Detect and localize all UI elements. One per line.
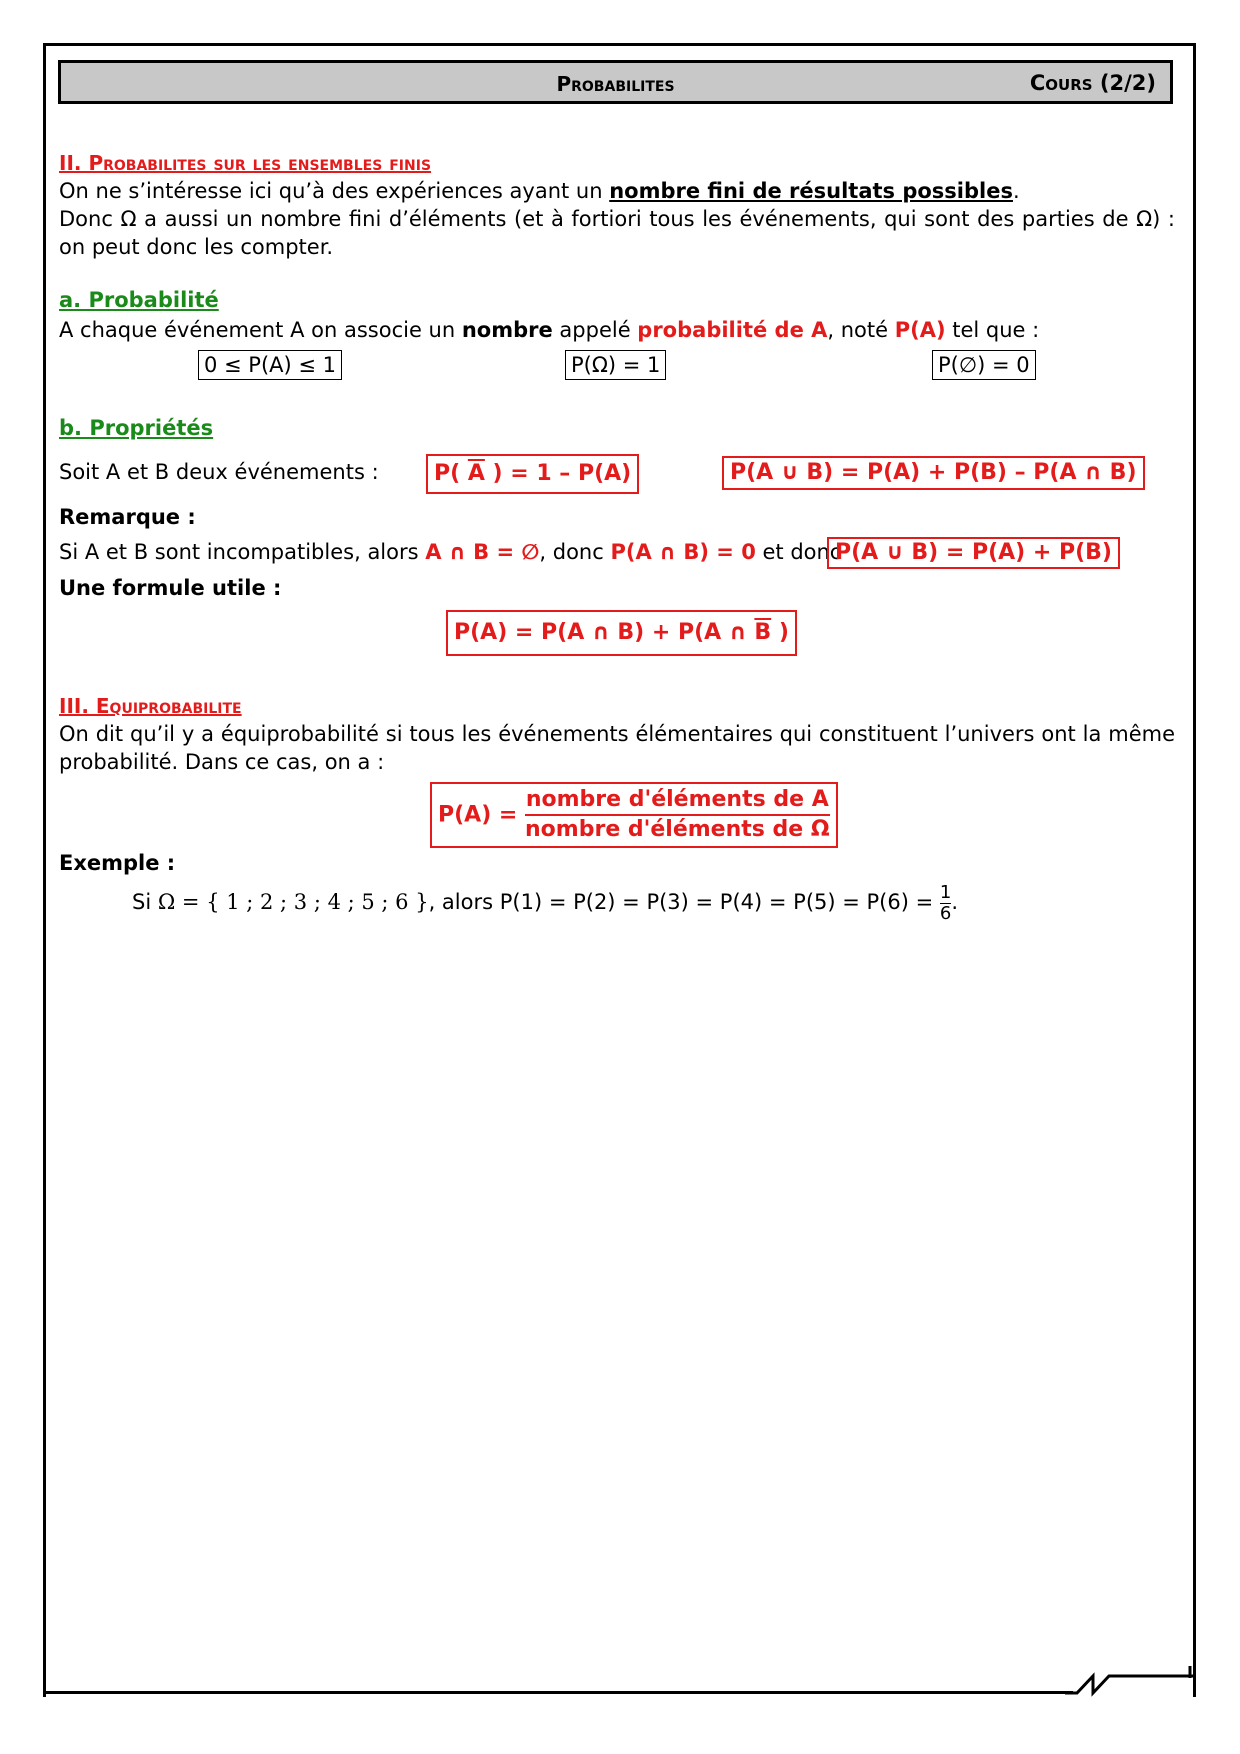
emphasis-text: nombre fini de résultats possibles (609, 179, 1013, 203)
remarque-text (59, 540, 841, 564)
text: appelé (552, 318, 638, 342)
text: ) (771, 620, 789, 645)
formula-complement (426, 454, 639, 494)
page-header (58, 60, 1173, 104)
formula-incompatible: P(A ∪ B) = P(A) + P(B) (827, 537, 1120, 569)
emphasis-text: nombre (461, 318, 553, 342)
formula-total-probability (446, 610, 797, 656)
text: P( (434, 461, 468, 486)
text: et donc (755, 540, 842, 564)
section3-title: III. Equiprobabilite (59, 694, 242, 718)
fraction-numerator: nombre d'éléments de A (525, 786, 830, 816)
set-expression: Ω = { 1 ; 2 ; 3 ; 4 ; 5 ; 6 } (157, 890, 429, 914)
overlined-text: $\overline{A}$ (467, 461, 485, 486)
formula-lhs: P(A) = (438, 802, 526, 828)
page-corner-mark (1065, 1666, 1195, 1702)
fraction-denominator: nombre d'éléments de Ω (525, 817, 830, 842)
header-title: Probabilites (556, 72, 675, 96)
overlined-text: $\overline{B}$ (754, 620, 772, 645)
text: On ne s’intéresse ici qu’à des expériences ayant un (59, 179, 610, 203)
sub-b-intro: Soit A et B deux événements : (59, 460, 379, 484)
exemple-title: Exemple : (59, 851, 176, 875)
text: A chaque événement A on associe un (59, 318, 462, 342)
text: tel que : (945, 318, 1040, 342)
sub-a-title: a. Probabilité (59, 288, 219, 312)
text: P(A) = P(A ∩ B) + P(A ∩ (454, 620, 755, 645)
formula-box-2: P(Ω) = 1 (565, 350, 666, 380)
section2-paragraph-2: Donc Ω a aussi un nombre fini d’éléments (et à fortiori tous les événements, qui sont des parties de Ω) : on peut donc les compter. (59, 207, 1175, 259)
fraction (940, 883, 951, 924)
text: Si (132, 890, 158, 914)
sub-a-paragraph (59, 316, 1175, 344)
section2-paragraph-1 (59, 177, 1175, 205)
text: . (1012, 179, 1020, 203)
red-text: P(A ∩ B) = 0 (610, 540, 756, 564)
section3-paragraph: On dit qu’il y a équiprobabilité si tous les événements élémentaires qui constituent l’univers ont la même probabilité. Dans ce cas, on a : (59, 722, 1175, 774)
fraction (525, 786, 830, 844)
formule-utile-title: Une formule utile : (59, 576, 282, 600)
formula-union: P(A ∪ B) = P(A) + P(B) – P(A ∩ B) (722, 456, 1145, 490)
text: , donc (539, 540, 611, 564)
remarque-title: Remarque : (59, 505, 196, 529)
text: . (951, 890, 959, 914)
text: Si A et B sont incompatibles, alors (59, 540, 426, 564)
red-text: P(A) (894, 318, 946, 342)
text: , noté (827, 318, 895, 342)
fraction-numerator: 1 (939, 881, 952, 903)
page-frame-bottom (43, 1691, 1073, 1694)
section2-title: II. Probabilites sur les ensembles finis (59, 151, 432, 175)
formula-equiprobability (430, 782, 838, 848)
sub-b-title: b. Propriétés (59, 416, 214, 440)
fraction-denominator: 6 (939, 902, 952, 924)
red-text: A ∩ B = ∅ (425, 540, 540, 564)
exemple-text (132, 880, 958, 924)
text: , alors P(1) = P(2) = P(3) = P(4) = P(5) = P(6) = (428, 890, 940, 914)
text: ) = 1 – P(A) (484, 461, 632, 486)
red-text: probabilité de A (637, 318, 828, 342)
formula-box-3: P(∅) = 0 (932, 350, 1036, 380)
formula-box-1: 0 ≤ P(A) ≤ 1 (198, 350, 342, 380)
header-cours: Cours (2/2) (1029, 71, 1156, 95)
